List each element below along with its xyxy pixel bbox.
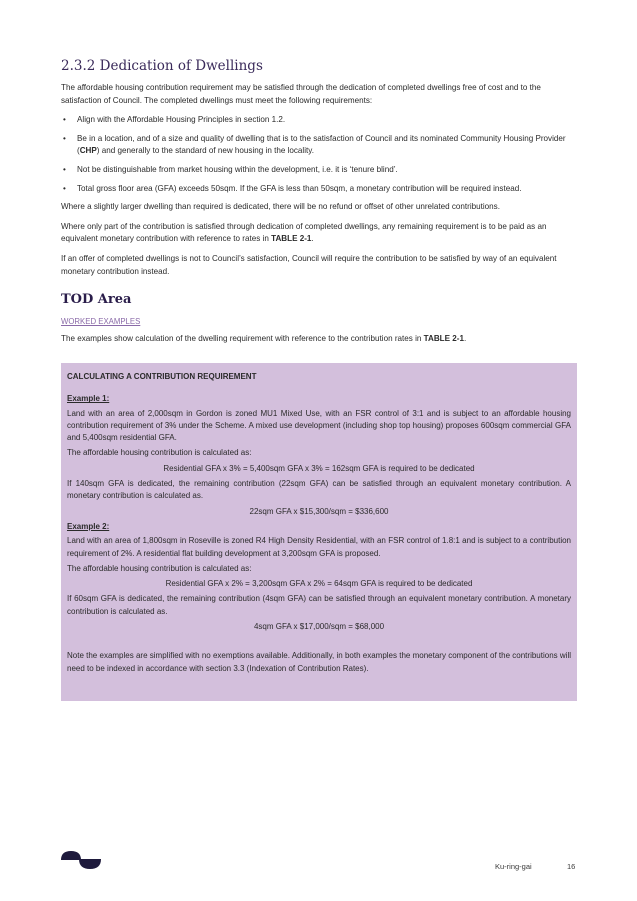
example-1-calc-intro: The affordable housing contribution is calculated as: bbox=[67, 448, 252, 458]
example-2-calculation: Residential GFA x 2% = 3,200sqm GFA x 2% = 64sqm GFA is required to be dedicated bbox=[165, 579, 473, 589]
examples-note: Note the examples are simplified with no exemptions available. Additionally, in both examples the monetary component of the contributions will need to be indexed in accordance with section 3.3 (Indexation of Contribution Rates). bbox=[67, 651, 571, 673]
page-content bbox=[61, 58, 577, 353]
list-item-text: Total gross floor area (GFA) exceeds 50sqm. If the GFA is less than 50sqm, a monetary contribution will be required instead. bbox=[77, 183, 522, 193]
bullet-icon: • bbox=[63, 133, 66, 143]
section-heading: 2.3.2 Dedication of Dwellings bbox=[61, 58, 263, 74]
list-item bbox=[61, 183, 577, 196]
bullet-icon: • bbox=[63, 183, 66, 193]
table-reference: TABLE 2-1 bbox=[423, 334, 464, 344]
example-2-text: Land with an area of 1,800sqm in Roseville is zoned R4 High Density Residential, with an FSR control of 1.8:1 and is subject to a contribution requirement of 2%. A residential flat building development at 3,200sqm GFA is proposed. bbox=[67, 536, 571, 558]
worked-examples-link[interactable]: WORKED EXAMPLES bbox=[61, 317, 141, 327]
example-2-calc-intro: The affordable housing contribution is calculated as: bbox=[67, 563, 252, 573]
example-2-remainder: If 60sqm GFA is dedicated, the remaining contribution (4sqm GFA) can be satisfied through an equivalent monetary contribution. A monetary contribution is calculated as. bbox=[67, 594, 571, 616]
requirements-list bbox=[61, 114, 577, 195]
spacer bbox=[67, 636, 571, 650]
example-1-text: Land with an area of 2,000sqm in Gordon is zoned MU1 Mixed Use, with an FSR control of 3:1 and is subject to an affordable housing contribution requirement of 3% under the Scheme. A mixed use development (including shop top housing) proposes 600sqm commercial GFA and 5,400sqm residential GFA. bbox=[67, 408, 571, 443]
chp-abbreviation: CHP bbox=[79, 146, 97, 156]
partial-dedication-paragraph bbox=[61, 221, 577, 246]
example-2-monetary: 4sqm GFA x $17,000/sqm = $68,000 bbox=[253, 622, 385, 632]
period: . bbox=[463, 334, 467, 344]
list-item bbox=[61, 114, 577, 127]
bullet-icon: • bbox=[63, 115, 66, 125]
tod-intro-text: The examples show calculation of the dwelling requirement with reference to the contribution rates in bbox=[61, 334, 424, 344]
example-1-heading: Example 1: bbox=[67, 394, 110, 404]
list-item bbox=[61, 133, 577, 158]
bullet-icon: • bbox=[63, 164, 66, 174]
box-title: CALCULATING A CONTRIBUTION REQUIREMENT bbox=[67, 372, 257, 381]
page-number: 16 bbox=[567, 862, 576, 871]
offer-paragraph: If an offer of completed dwellings is not to Council’s satisfaction, Council will require the contribution to be satisfied by way of an equivalent monetary contribution instead. bbox=[61, 253, 557, 276]
partial-text: Where only part of the contribution is satisfied through dedication of completed dwellings, any remaining requirement is to be paid as an equivalent monetary contribution with reference to rates in bbox=[61, 221, 547, 244]
example-1-calculation: Residential GFA x 3% = 5,400sqm GFA x 3% = 162sqm GFA is required to be dedicated bbox=[163, 463, 475, 473]
footer-council-name: Ku-ring-gai bbox=[495, 862, 532, 871]
worked-example-box bbox=[61, 363, 577, 701]
tod-heading: TOD Area bbox=[61, 292, 132, 308]
list-item-text-rest: ) and generally to the standard of new housing in the locality. bbox=[96, 146, 314, 156]
list-item-text: Not be distinguishable from market housing within the development, i.e. it is ‘tenure blind’. bbox=[77, 164, 398, 174]
period: . bbox=[311, 234, 314, 244]
example-1-remainder: If 140sqm GFA is dedicated, the remaining contribution (22sqm GFA) can be satisfied through an equivalent monetary contribution. A monetary contribution is calculated as. bbox=[67, 479, 571, 501]
list-item-text: Be in a location, and of a size and quality of dwelling that is to the satisfaction of Council and its nominated Community Housing Provider ( bbox=[77, 133, 566, 156]
example-2-heading: Example 2: bbox=[67, 521, 110, 531]
intro-paragraph: The affordable housing contribution requirement may be satisfied through the dedication of completed dwellings free of cost and to the satisfaction of Council. The completed dwellings must meet the following requirements: bbox=[61, 83, 541, 105]
larger-dwelling-paragraph: Where a slightly larger dwelling than required is dedicated, there will be no refund or offset of other unrelated contributions. bbox=[61, 202, 500, 212]
list-item bbox=[61, 164, 577, 177]
example-1-monetary: 22sqm GFA x $15,300/sqm = $336,600 bbox=[249, 506, 389, 516]
tod-intro bbox=[61, 333, 577, 346]
council-logo-icon bbox=[61, 850, 101, 875]
list-item-text: Align with the Affordable Housing Principles in section 1.2. bbox=[77, 115, 286, 125]
table-reference: TABLE 2-1 bbox=[271, 234, 312, 244]
